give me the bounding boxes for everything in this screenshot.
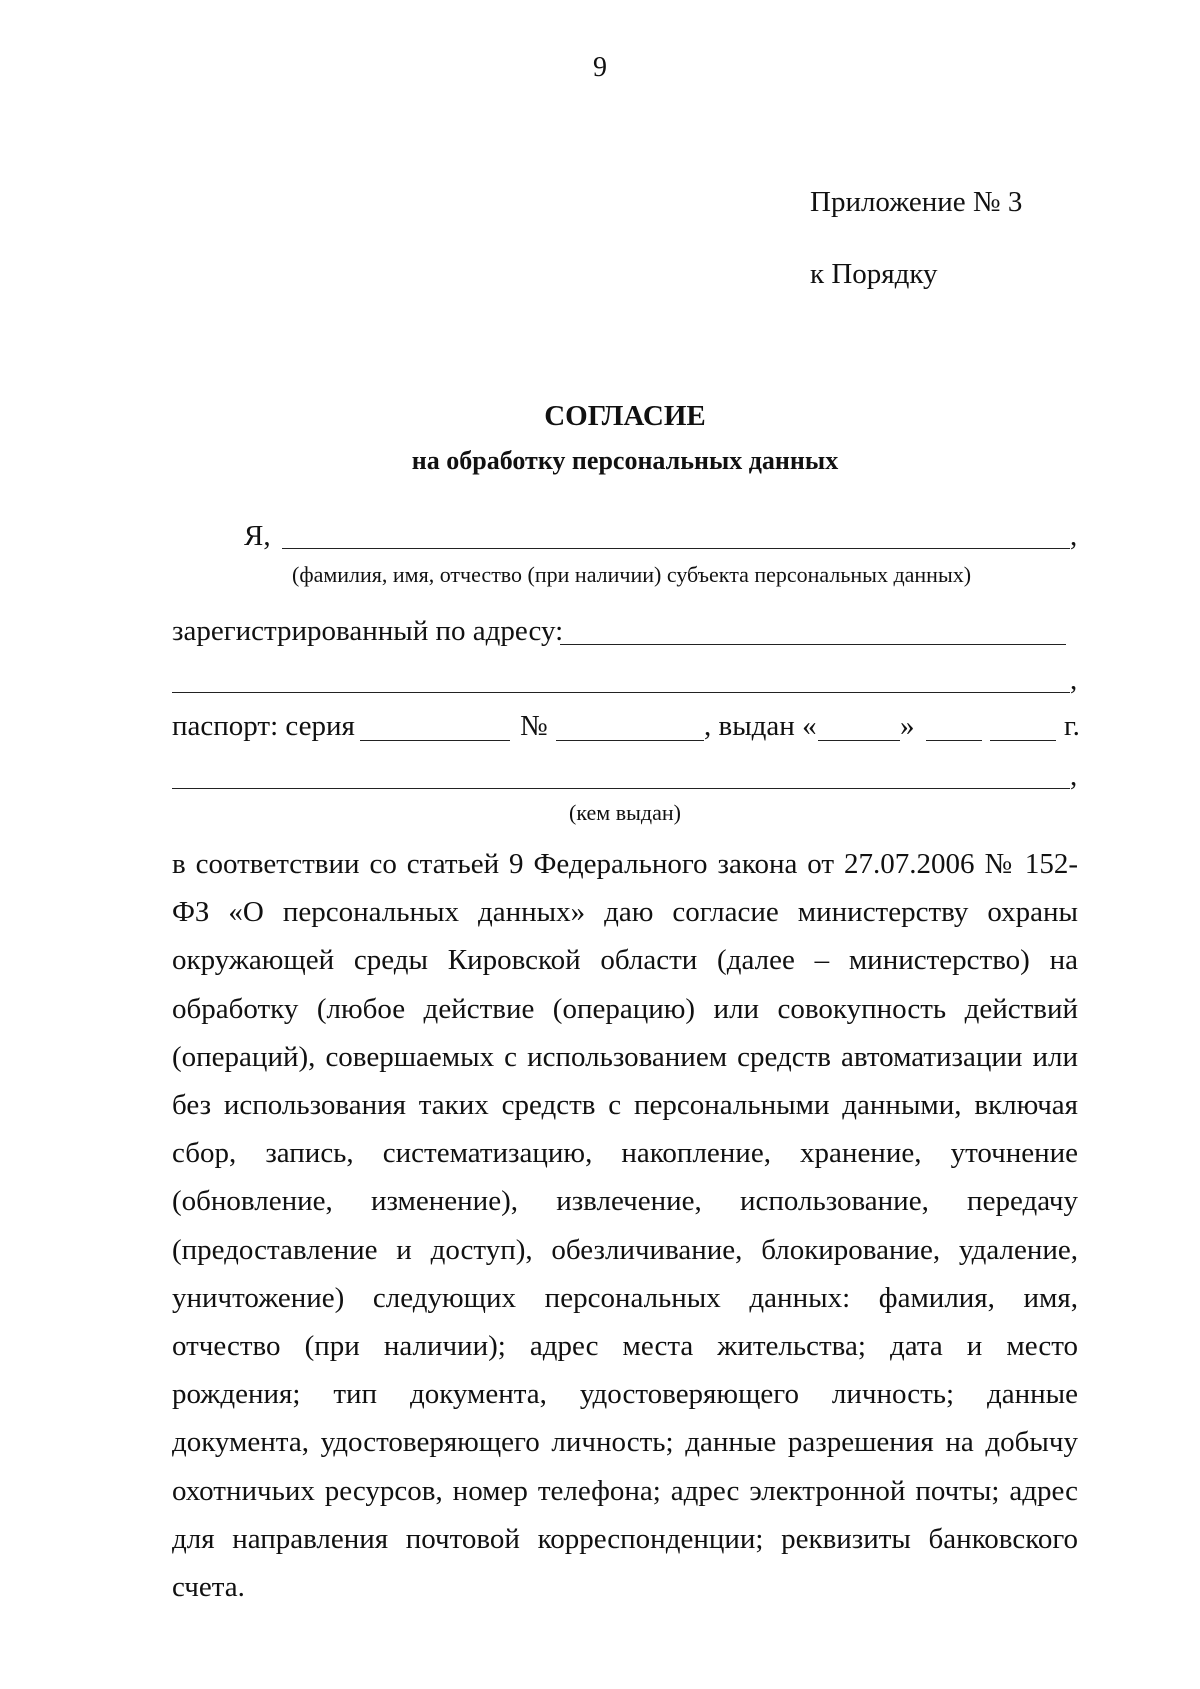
passport-series-field-line[interactable]	[360, 740, 510, 741]
issue-month-field-line[interactable]	[926, 740, 982, 741]
comma: ,	[1070, 664, 1078, 696]
full-name-field-line[interactable]	[282, 548, 1070, 549]
quote-close: »	[900, 710, 915, 742]
appendix-label: Приложение № 3	[810, 186, 1023, 218]
issuer-field-line[interactable]	[172, 788, 1070, 789]
comma: ,	[1070, 760, 1078, 792]
full-name-caption: (фамилия, имя, отчество (при наличии) субъекта персональных данных)	[292, 562, 972, 587]
appendix-reference: к Порядку	[810, 258, 938, 290]
document-title: СОГЛАСИЕ	[544, 400, 706, 432]
passport-number-field-line[interactable]	[556, 740, 704, 741]
address-label: зарегистрированный по адресу:	[172, 615, 564, 647]
address-continuation-line[interactable]	[172, 692, 1070, 693]
year-suffix: г.	[1064, 710, 1080, 742]
document-subtitle: на обработку персональных данных	[411, 446, 839, 475]
number-sign: №	[520, 710, 548, 742]
issued-label: , выдан «	[704, 710, 817, 742]
page-number: 9	[593, 52, 607, 83]
consent-body-paragraph: в соответствии со статьей 9 Федерального закона от 27.07.2006 № 152-ФЗ «О персональных данных» даю согласие министерству охраны окружающей среды Кировской области (далее – министерство) на обработку (любое действие (операцию) или совокупность действий (операций), совершаемых с использованием средств автоматизации или без использования таких средств с персональными данными, включая сбор, запись, систематизацию, накопление, хранение, уточнение (обновление, изменение), извлечение, использование, передачу (предоставление и доступ), обезличивание, блокирование, удаление, уничтожение) следующих персональных данных: фамилия, имя, отчество (при наличии); адрес места жительства; дата и место рождения; тип документа, удостоверяющего личность; данные документа, удостоверяющего личность; данные разрешения на добычу охотничьих ресурсов, номер телефона; адрес электронной почты; адрес для направления почтовой корреспонденции; реквизиты банковского счета.	[172, 848, 1078, 1604]
passport-series-label: паспорт: серия	[172, 710, 355, 742]
i-label: Я,	[244, 520, 271, 552]
issue-day-field-line[interactable]	[818, 740, 900, 741]
comma: ,	[1070, 520, 1078, 552]
issuer-caption: (кем выдан)	[569, 800, 681, 825]
issue-year-field-line[interactable]	[990, 740, 1056, 741]
address-field-line[interactable]	[560, 644, 1066, 645]
